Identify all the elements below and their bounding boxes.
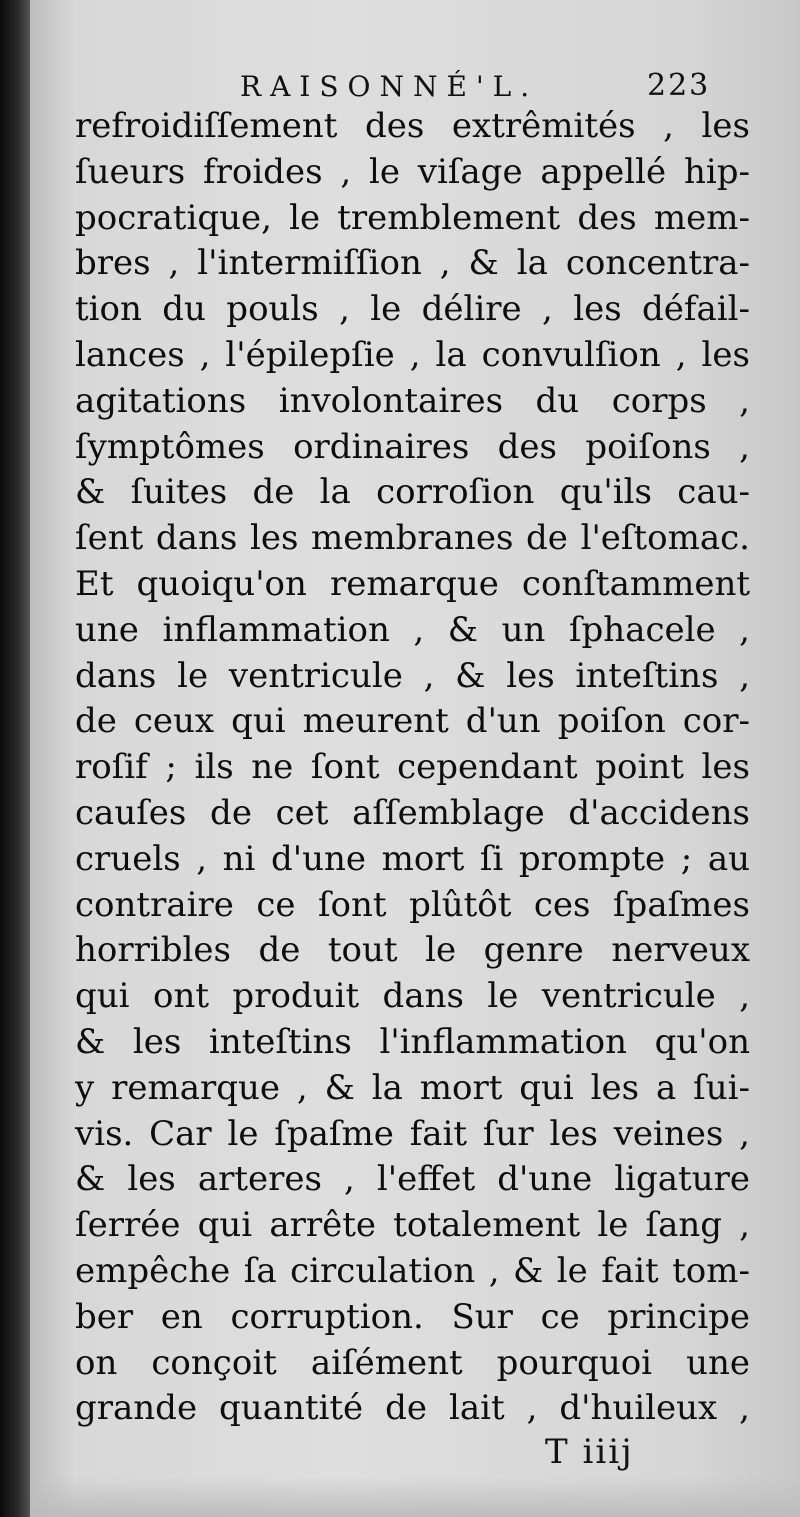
text-line: vis. Car le ſpaſme fait ſur les veines , [75,1113,750,1154]
text-line: bres , l'intermiſſion , & la concentra- [75,243,750,284]
text-line: ſueurs froides , le viſage appellé hip- [75,151,750,192]
text-line: on conçoit aiſément pourquoi une [75,1342,750,1383]
text-line: lances , l'épilepſie , la convulſion , les [75,334,750,375]
body-text [75,104,750,1432]
text-line: ſent dans les membranes de l'eſtomac. [75,518,750,559]
text-line: qui ont produit dans le ventricule , [75,976,750,1017]
text-line: y remarque , & la mort qui les a ſui- [75,1067,750,1108]
text-line: agitations involontaires du corps , [75,380,750,421]
text-line: une inflammation , & un ſphacele , [75,609,750,650]
text-line: tion du pouls , le délire , les défail- [75,289,750,330]
page-number: 223 [647,68,711,103]
page-bottom-shade [30,1477,800,1517]
text-line: dans le ventricule , & les inteſtins , [75,655,750,696]
text-line: grande quantité de lait , d'huileux , [75,1388,750,1429]
text-line: ber en corruption. Sur ce principe [75,1296,750,1337]
signature-mark: T iiij [545,1432,634,1472]
text-line: cruels , ni d'une mort ſi prompte ; au [75,838,750,879]
text-line: horribles de tout le genre nerveux [75,930,750,971]
book-page [30,0,800,1517]
text-line: cauſes de cet aſſemblage d'accidens [75,792,750,833]
text-line: Et quoiqu'on remarque conſtamment [75,563,750,604]
text-line: pocratique, le tremblement des mem- [75,197,750,238]
text-line: ſymptômes ordinaires des poiſons , [75,426,750,467]
running-head-title: RAISONNÉ'L. [240,70,539,103]
text-line: empêche ſa circulation , & le fait tom- [75,1250,750,1291]
text-line: & ſuites de la corroſion qu'ils cau- [75,472,750,513]
text-line: contraire ce ſont plûtôt ces ſpaſmes [75,884,750,925]
text-line: & les inteſtins l'inflammation qu'on [75,1021,750,1062]
text-line: ſerrée qui arrête totalement le ſang , [75,1205,750,1246]
book-gutter-shadow [0,0,30,1517]
text-line: & les arteres , l'effet d'une ligature [75,1159,750,1200]
text-line: roſif ; ils ne ſont cependant point les [75,747,750,788]
text-line: de ceux qui meurent d'un poiſon cor- [75,701,750,742]
text-line: refroidiſſement des extrêmités , les [75,106,750,146]
